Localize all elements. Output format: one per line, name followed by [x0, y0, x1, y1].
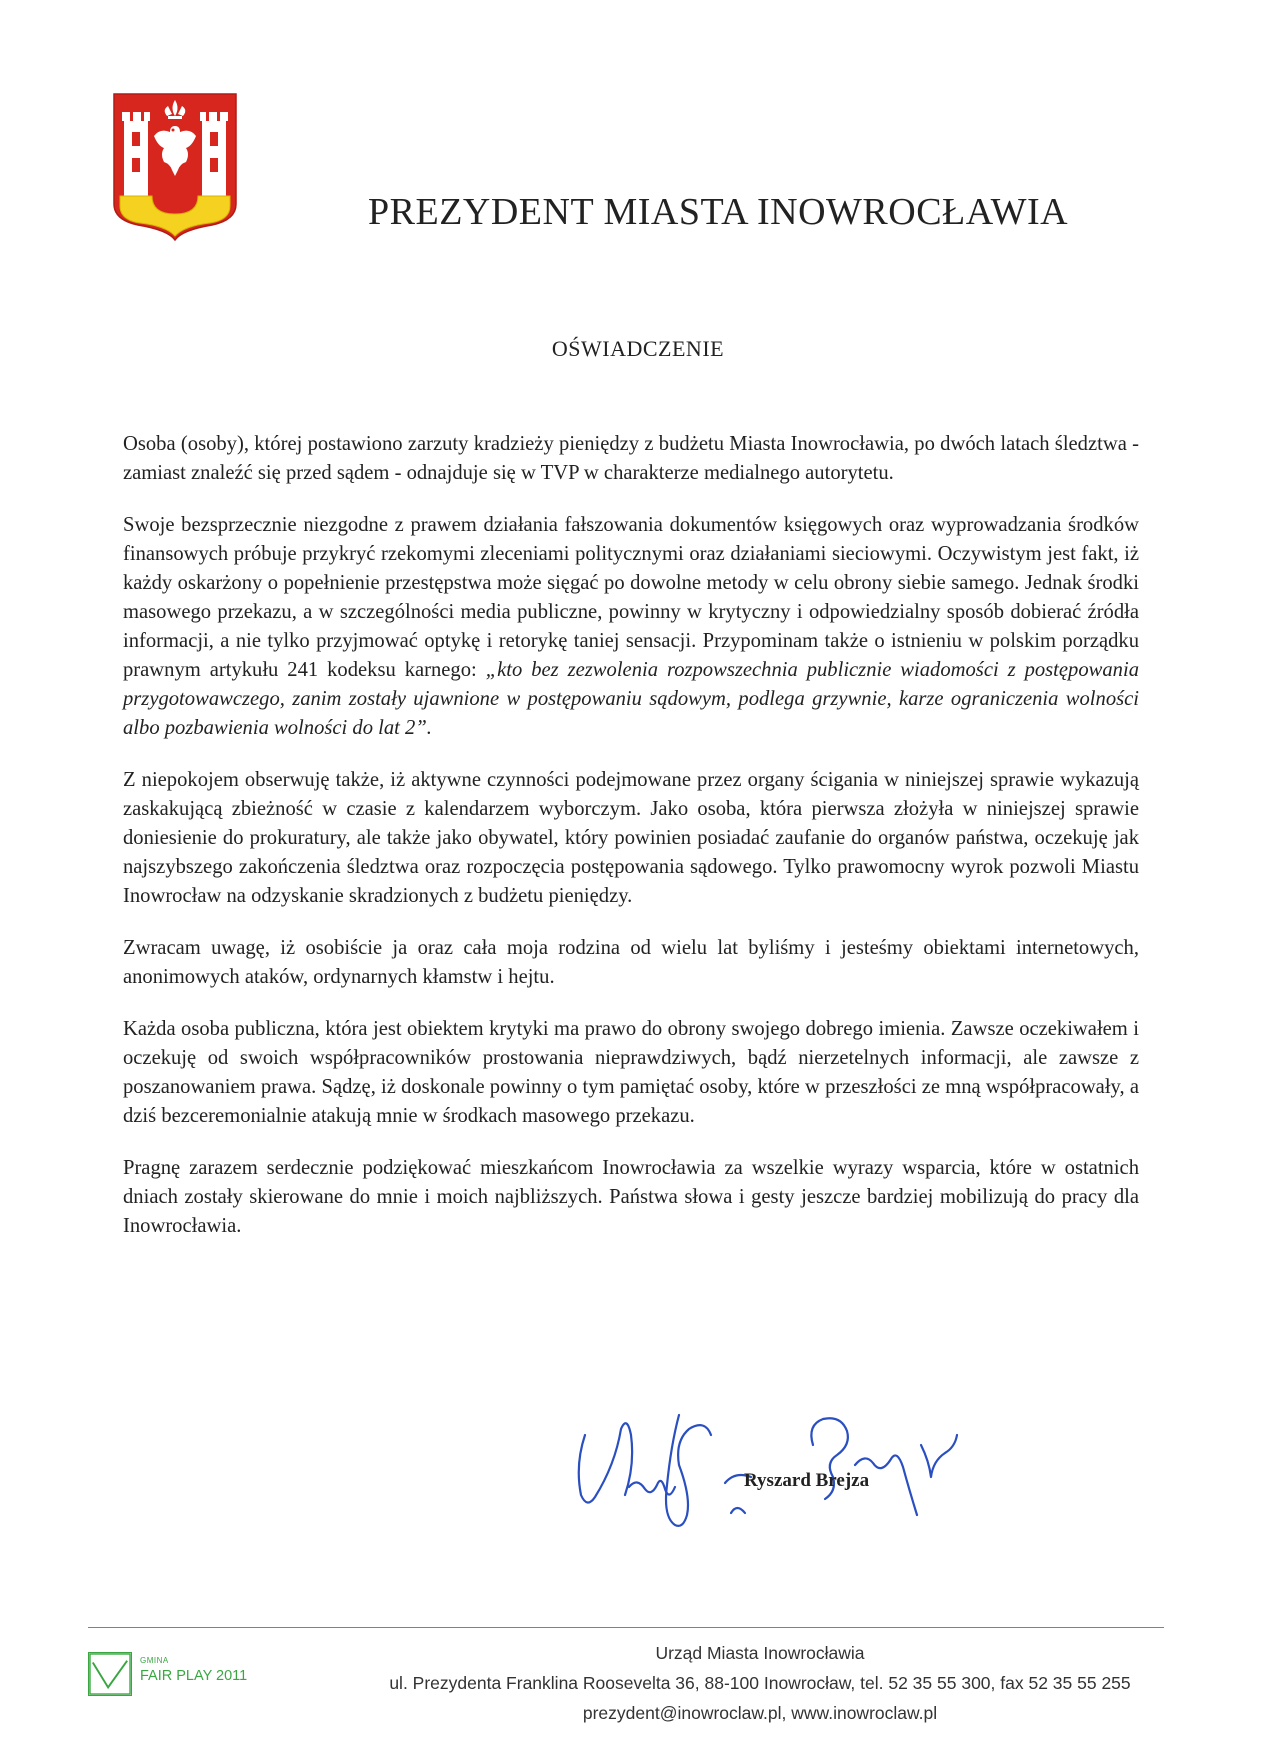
fair-play-gmina: GMINA [140, 1656, 169, 1665]
paragraph-4: Zwracam uwagę, iż osobiście ja oraz cała moja rodzina od wielu lat byliśmy i jesteśmy obiektami internetowych, anonimowych ataków, ordynarnych kłamstw i hejtu. [123, 937, 1139, 988]
signer-name: Ryszard Brejza [744, 1470, 870, 1491]
document-body [123, 430, 1139, 1264]
fair-play-badge [88, 1652, 278, 1702]
paragraph-1: Osoba (osoby), której postawiono zarzuty kradzieży pieniędzy z budżetu Miasta Inowrocławia, po dwóch latach śledztwa - zamiast znaleźć się przed sądem - odnajduje się w TVP w charakterze medialnego autorytetu. [123, 433, 1139, 484]
fair-play-label: FAIR PLAY 2011 [140, 1668, 248, 1684]
footer-links: prezydent@inowroclaw.pl, www.inowroclaw.pl [582, 1703, 938, 1723]
footer-divider [88, 1627, 1164, 1628]
document-heading: OŚWIADCZENIE [551, 336, 725, 361]
fair-play-check-icon [88, 1652, 132, 1696]
paragraph-2 [123, 511, 1139, 743]
legal-quote: „kto bez zezwolenia rozpowszechnia publicznie wiadomości z postępowania przygotowawczego, zanim zostały ujawnione w postępowaniu sądowym, podlega grzywnie, karze ograniczenia wolności albo pozbawienia wolności do lat 2”. [123, 659, 1139, 739]
footer-contact [330, 1638, 1190, 1728]
paragraph-3: Z niepokojem obserwuję także, iż aktywne czynności podejmowane przez organy ścigania w niniejszej sprawie wykazują zaskakującą zbieżność w czasie z kalendarzem wyborczym. Jako osoba, która pierwsza złożyła w niniejszej sprawie doniesienie do prokuratury, ale także jako obywatel, który powinien posiadać zaufanie do organów państwa, oczekuję jak najszybszego zakończenia śledztwa oraz rozpoczęcia postępowania sądowego. Tylko prawomocny wyrok pozwoli Miastu Inowrocław na odzyskanie skradzionych z budżetu pieniędzy. [123, 769, 1139, 907]
paragraph-6: Pragnę zarazem serdecznie podziękować mieszkańcom Inowrocławia za wszelkie wyrazy wsparcia, które w ostatnich dniach zostały skierowane do mnie i moich najbliższych. Państwa słowa i gesty jeszcze bardziej mobilizują do pracy dla Inowrocławia. [123, 1157, 1139, 1237]
footer-address: ul. Prezydenta Franklina Roosevelta 36, 88-100 Inowrocław, tel. 52 35 55 300, fax 52 35 55 255 [389, 1673, 1131, 1693]
paragraph-5: Każda osoba publiczna, która jest obiektem krytyki ma prawo do obrony swojego dobrego imienia. Zawsze oczekiwałem i oczekuję od swoich współpracowników prostowania nieprawdziwych, bądź nierzetelnych informacji, ale zawsze z poszanowaniem prawa. Sądzę, iż doskonale powinny o tym pamiętać osoby, które w przeszłości ze mną współpracowały, a dziś bezceremonialnie atakują mnie w środkach masowego przekazu. [123, 1018, 1139, 1127]
inowroclaw-coat-of-arms-icon [112, 92, 238, 242]
paragraph-2-text: Swoje bezsprzecznie niezgodne z prawem działania fałszowania dokumentów księgowych oraz wyprowadzania środków finansowych próbuje przykryć rzekomymi zleceniami politycznymi oraz działaniami sieciowymi. Oczywistym jest fakt, iż każdy oskarżony o popełnienie przestępstwa może sięgać po dowolne metody w celu obrony siebie samego. Jednak środki masowego przekazu, a w szczególności media publiczne, powinny w krytyczny i odpowiedzialny sposób dobierać źródła informacji, a nie tylko przyjmować optykę i retorykę taniej sensacji. Przypominam także o istnieniu w polskim porządku prawnym artykułu 241 kodeksu karnego: [123, 514, 1139, 681]
page-title: PREZYDENT MIASTA INOWROCŁAWIA [368, 191, 1069, 233]
footer-office: Urząd Miasta Inowrocławia [655, 1643, 865, 1663]
